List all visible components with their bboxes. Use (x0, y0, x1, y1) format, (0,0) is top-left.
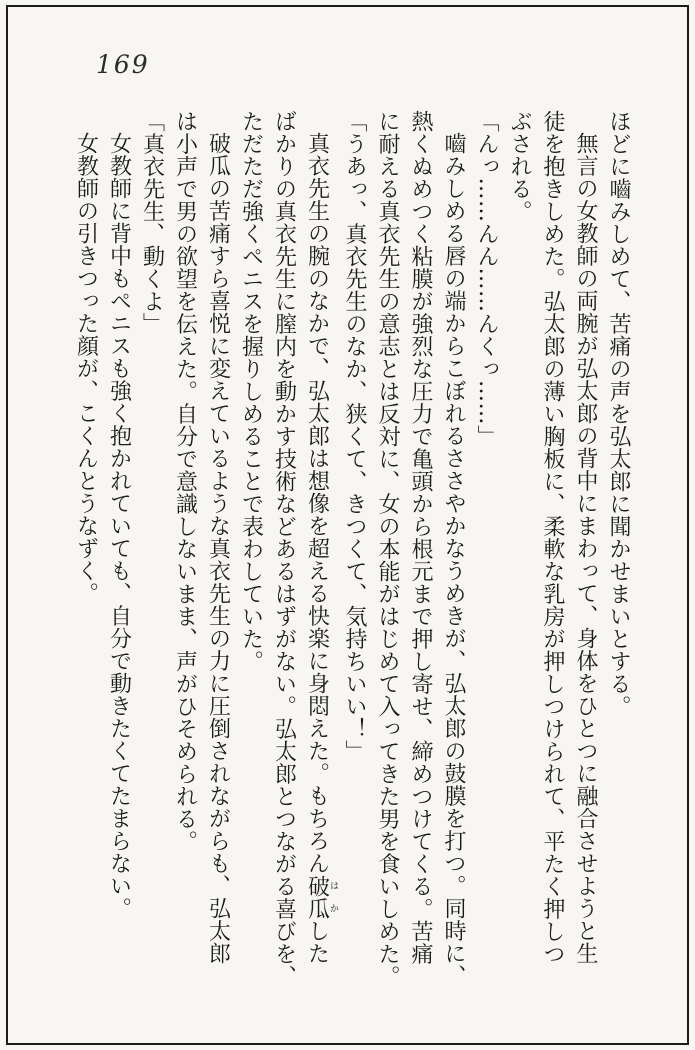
text-block (70, 110, 636, 1000)
page-number: 169 (96, 50, 150, 79)
text-line: に耐える真衣先生の意志とは反対に、女の本能がはじめて入ってきた男を食いしめた。 (375, 110, 400, 988)
text-line: 女教師に背中もペニスも強く抱かれていても、自分で動きたくてたまらない。 (106, 132, 132, 920)
text-line: 無言の女教師の両腕が弘太郎の背中にまわって、身体をひとつに融合させようと生 (573, 132, 598, 965)
text-line: ぶされる。 (507, 110, 532, 223)
text-line: ただただ強くペニスを握りしめることで表わしていた。 (238, 110, 264, 673)
text-line: 真衣先生の腕のなかで、弘太郎は想像を超える快楽に身悶えた。もちろん破瓜はかした (304, 132, 338, 965)
text-line: 女教師の引きつった顔が、こくんとうなずく。 (73, 132, 99, 605)
text-line: 「真衣先生、動くよ」 (139, 110, 165, 335)
text-line: 破瓜の苦痛すら喜悦に変えているような真衣先生の力に圧倒されながらも、弘太郎 (205, 132, 231, 965)
text-line: 徒を抱きしめた。弘太郎の薄い胸板に、柔軟な乳房が押しつけられて、平たく押しつ (540, 110, 565, 965)
text-line: ほどに嚙みしめて、苦痛の声を弘太郎に聞かせまいとする。 (606, 110, 631, 718)
text-line: 「んっ……んん……んくっ……」 (474, 110, 499, 448)
text-line: ばかりの真衣先生に膣内を動かす技術などあるはずがない。弘太郎とつながる喜びを、 (271, 110, 297, 988)
text-line: 熱くぬめつく粘膜が強烈な圧力で亀頭から根元まで押し寄せ、締めつけてくる。苦痛 (408, 110, 433, 965)
text-line: 嚙みしめる唇の端からこぼれるささやかなうめきが、弘太郎の鼓膜を打つ。同時に、 (441, 132, 466, 987)
ruby-annotated-word: 破瓜はか (304, 874, 338, 920)
text-line: 「うあっ、真衣先生のなか、狭くて、きつくて、気持ちいい！」 (342, 110, 367, 763)
text-line: は小声で男の欲望を伝えた。自分で意識しないまま、声がひそめられる。 (172, 110, 198, 853)
